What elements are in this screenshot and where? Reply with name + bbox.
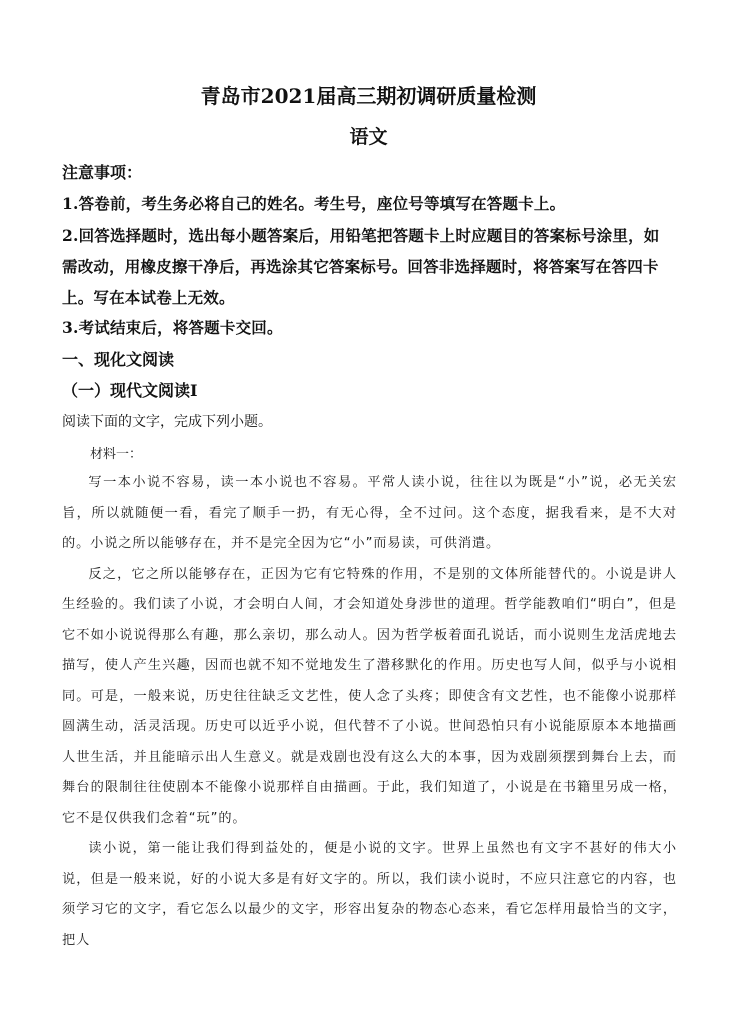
- passage-paragraph-3: 读小说，第一能让我们得到益处的，便是小说的文字。世界上虽然也有文字不甚好的伟大小说，但是一般来说，好的小说大多是有好文字的。所以，我们读小说时，不应只注意它的内容，也须学习它的文字，看它怎么以最少的文字，形容出复杂的物态心态来，看它怎样用最恰当的文字，把人: [62, 841, 677, 948]
- notice-heading: 注意事项：: [62, 163, 143, 182]
- material-passage: [62, 468, 677, 956]
- passage-paragraph-1: 写一本小说不容易，读一本小说也不容易。平常人读小说，往往以为既是“小”说，必无关宏旨，所以就随便一看，看完了顺手一扔，有无心得，全不过问。这个态度，据我看来，是不大对的。小说之所以能够存在，并不是完全因为它“小”而易读，可供消遣。: [62, 475, 677, 551]
- notice-item-3: 3.考试结束后，将答题卡交回。: [62, 318, 283, 337]
- material-label: 材料一：: [90, 447, 143, 462]
- notice-item-2: 2.回答选择题时，选出每小题答案后，用铅笔把答题卡上时应题目的答案标号涂里，如: [62, 226, 660, 245]
- notice-item-1: 1.答卷前，考生务必将自己的姓名。考生号，座位号等填写在答题卡上。: [62, 194, 566, 213]
- passage-paragraph-2: 反之，它之所以能够存在，正因为它有它特殊的作用，不是别的文体所能替代的。小说是讲人生经验的。我们读了小说，才会明白人间，才会知道处身涉世的道理。哲学能教咱们“明白”，但是它不如小说说得那么有趣，那么亲切，那么动人。因为哲学板着面孔说话，而小说则生龙活虎地去描写，使人产生兴趣，因而也就不知不觉地发生了潜移默化的作用。历史也写人间，似乎与小说相同。可是，一般来说，历史往往缺乏文艺性，使人念了头疼；即使含有文艺性，也不能像小说那样圆满生动，活灵活现。历史可以近乎小说，但代替不了小说。世间恐怕只有小说能原原本本地描画人世生活，并且能暗示出人生意义。就是戏剧也没有这么大的本事，因为戏剧须摆到舞台上去，而舞台的限制往往使剧本不能像小说那样自由描画。于此，我们知道了，小说是在书籍里另成一格，它不是仅供我们念着“玩”的。: [62, 566, 677, 826]
- notice-item-2-cont: 需改动，用橡皮擦干净后，再选涂其它答案标号。回答非选择题时，将答案写在答四卡: [62, 257, 659, 276]
- subject-title: 语文: [349, 126, 388, 148]
- section-title: 一、现化文阅读: [62, 350, 175, 369]
- section-subtitle: （一）现代文阅读Ⅰ: [62, 381, 198, 400]
- exam-title: 青岛市2021届高三期初调研质量检测: [200, 84, 537, 108]
- reading-instruction: 阅读下面的文字，完成下列小题。: [62, 414, 272, 430]
- notice-item-2-end: 上。写在本试卷上无效。: [62, 288, 235, 307]
